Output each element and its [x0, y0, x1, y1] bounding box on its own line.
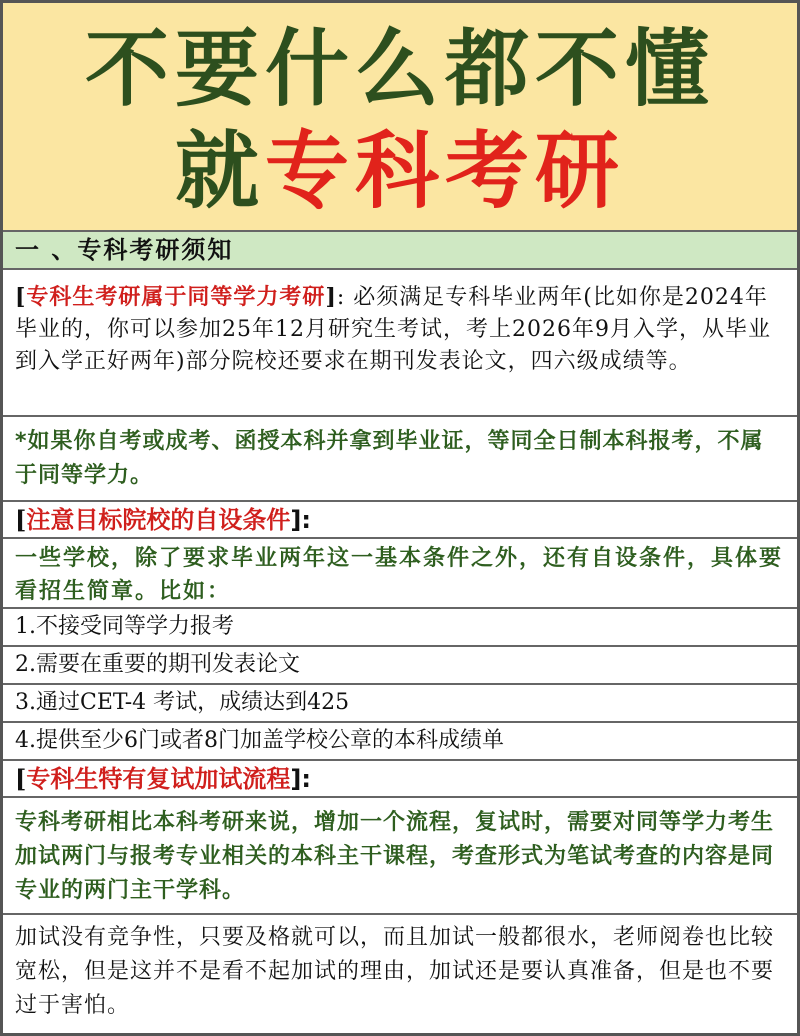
intro-text: : 必须满足专科毕业两年(比如你是2024年毕业的，你可以参加25年12月研究生考试，考上2026年9月入学，从毕业到入学正好两年)部分院校还要求在期刊发表论文，四六级成绩等。 [15, 285, 771, 374]
section-heading: 一 、专科考研须知 [3, 232, 797, 270]
open-bracket: [ [15, 284, 27, 310]
intro-paragraph [3, 270, 797, 417]
open-bracket: [ [15, 764, 27, 793]
retest-highlight: 专科生特有复试加试流程 [26, 765, 291, 793]
school-conditions-description: 一些学校，除了要求毕业两年这一基本条件之外，还有自设条件，具体要看招生简章。比如： [3, 539, 797, 609]
title-prefix: 就 [174, 122, 265, 220]
retest-heading [3, 761, 797, 798]
retest-description: 专科考研相比本科考研来说，增加一个流程，复试时，需要对同等学力考生加试两门与报考专业相关的本科主干课程，考查形式为笔试考查的内容是同专业的两门主干学科。 [3, 798, 797, 915]
heading-tail: ]: [290, 506, 311, 534]
intro-highlight: 专科生考研属于同等学力考研 [26, 285, 326, 310]
list-item: 1.不接受同等学力报考 [3, 609, 797, 647]
school-conditions-heading [3, 502, 797, 539]
close-bracket: ] [325, 284, 337, 310]
title-line-2 [3, 119, 797, 223]
open-bracket: [ [15, 505, 27, 534]
list-item: 2.需要在重要的期刊发表论文 [3, 647, 797, 685]
list-item: 3.通过CET-4 考试，成绩达到425 [3, 685, 797, 723]
title-line-1: 不要什么都不懂 [84, 20, 715, 118]
title-banner [3, 3, 797, 232]
retest-closing-paragraph: 加试没有竞争性，只要及格就可以，而且加试一般都很水，老师阅卷也比较宽松，但是这并不是看不起加试的理由，加试还是要认真准备，但是也不要过于害怕。 [15, 925, 775, 1018]
school-conditions-highlight: 注意目标院校的自设条件 [26, 506, 291, 534]
heading-tail: ]: [290, 765, 311, 793]
equivalence-note: *如果你自考或成考、函授本科并拿到毕业证，等同全日制本科报考，不属于同等学力。 [3, 417, 797, 502]
list-item: 4.提供至少6门或者8门加盖学校公章的本科成绩单 [3, 723, 797, 761]
title-highlight: 专科考研 [265, 122, 626, 220]
